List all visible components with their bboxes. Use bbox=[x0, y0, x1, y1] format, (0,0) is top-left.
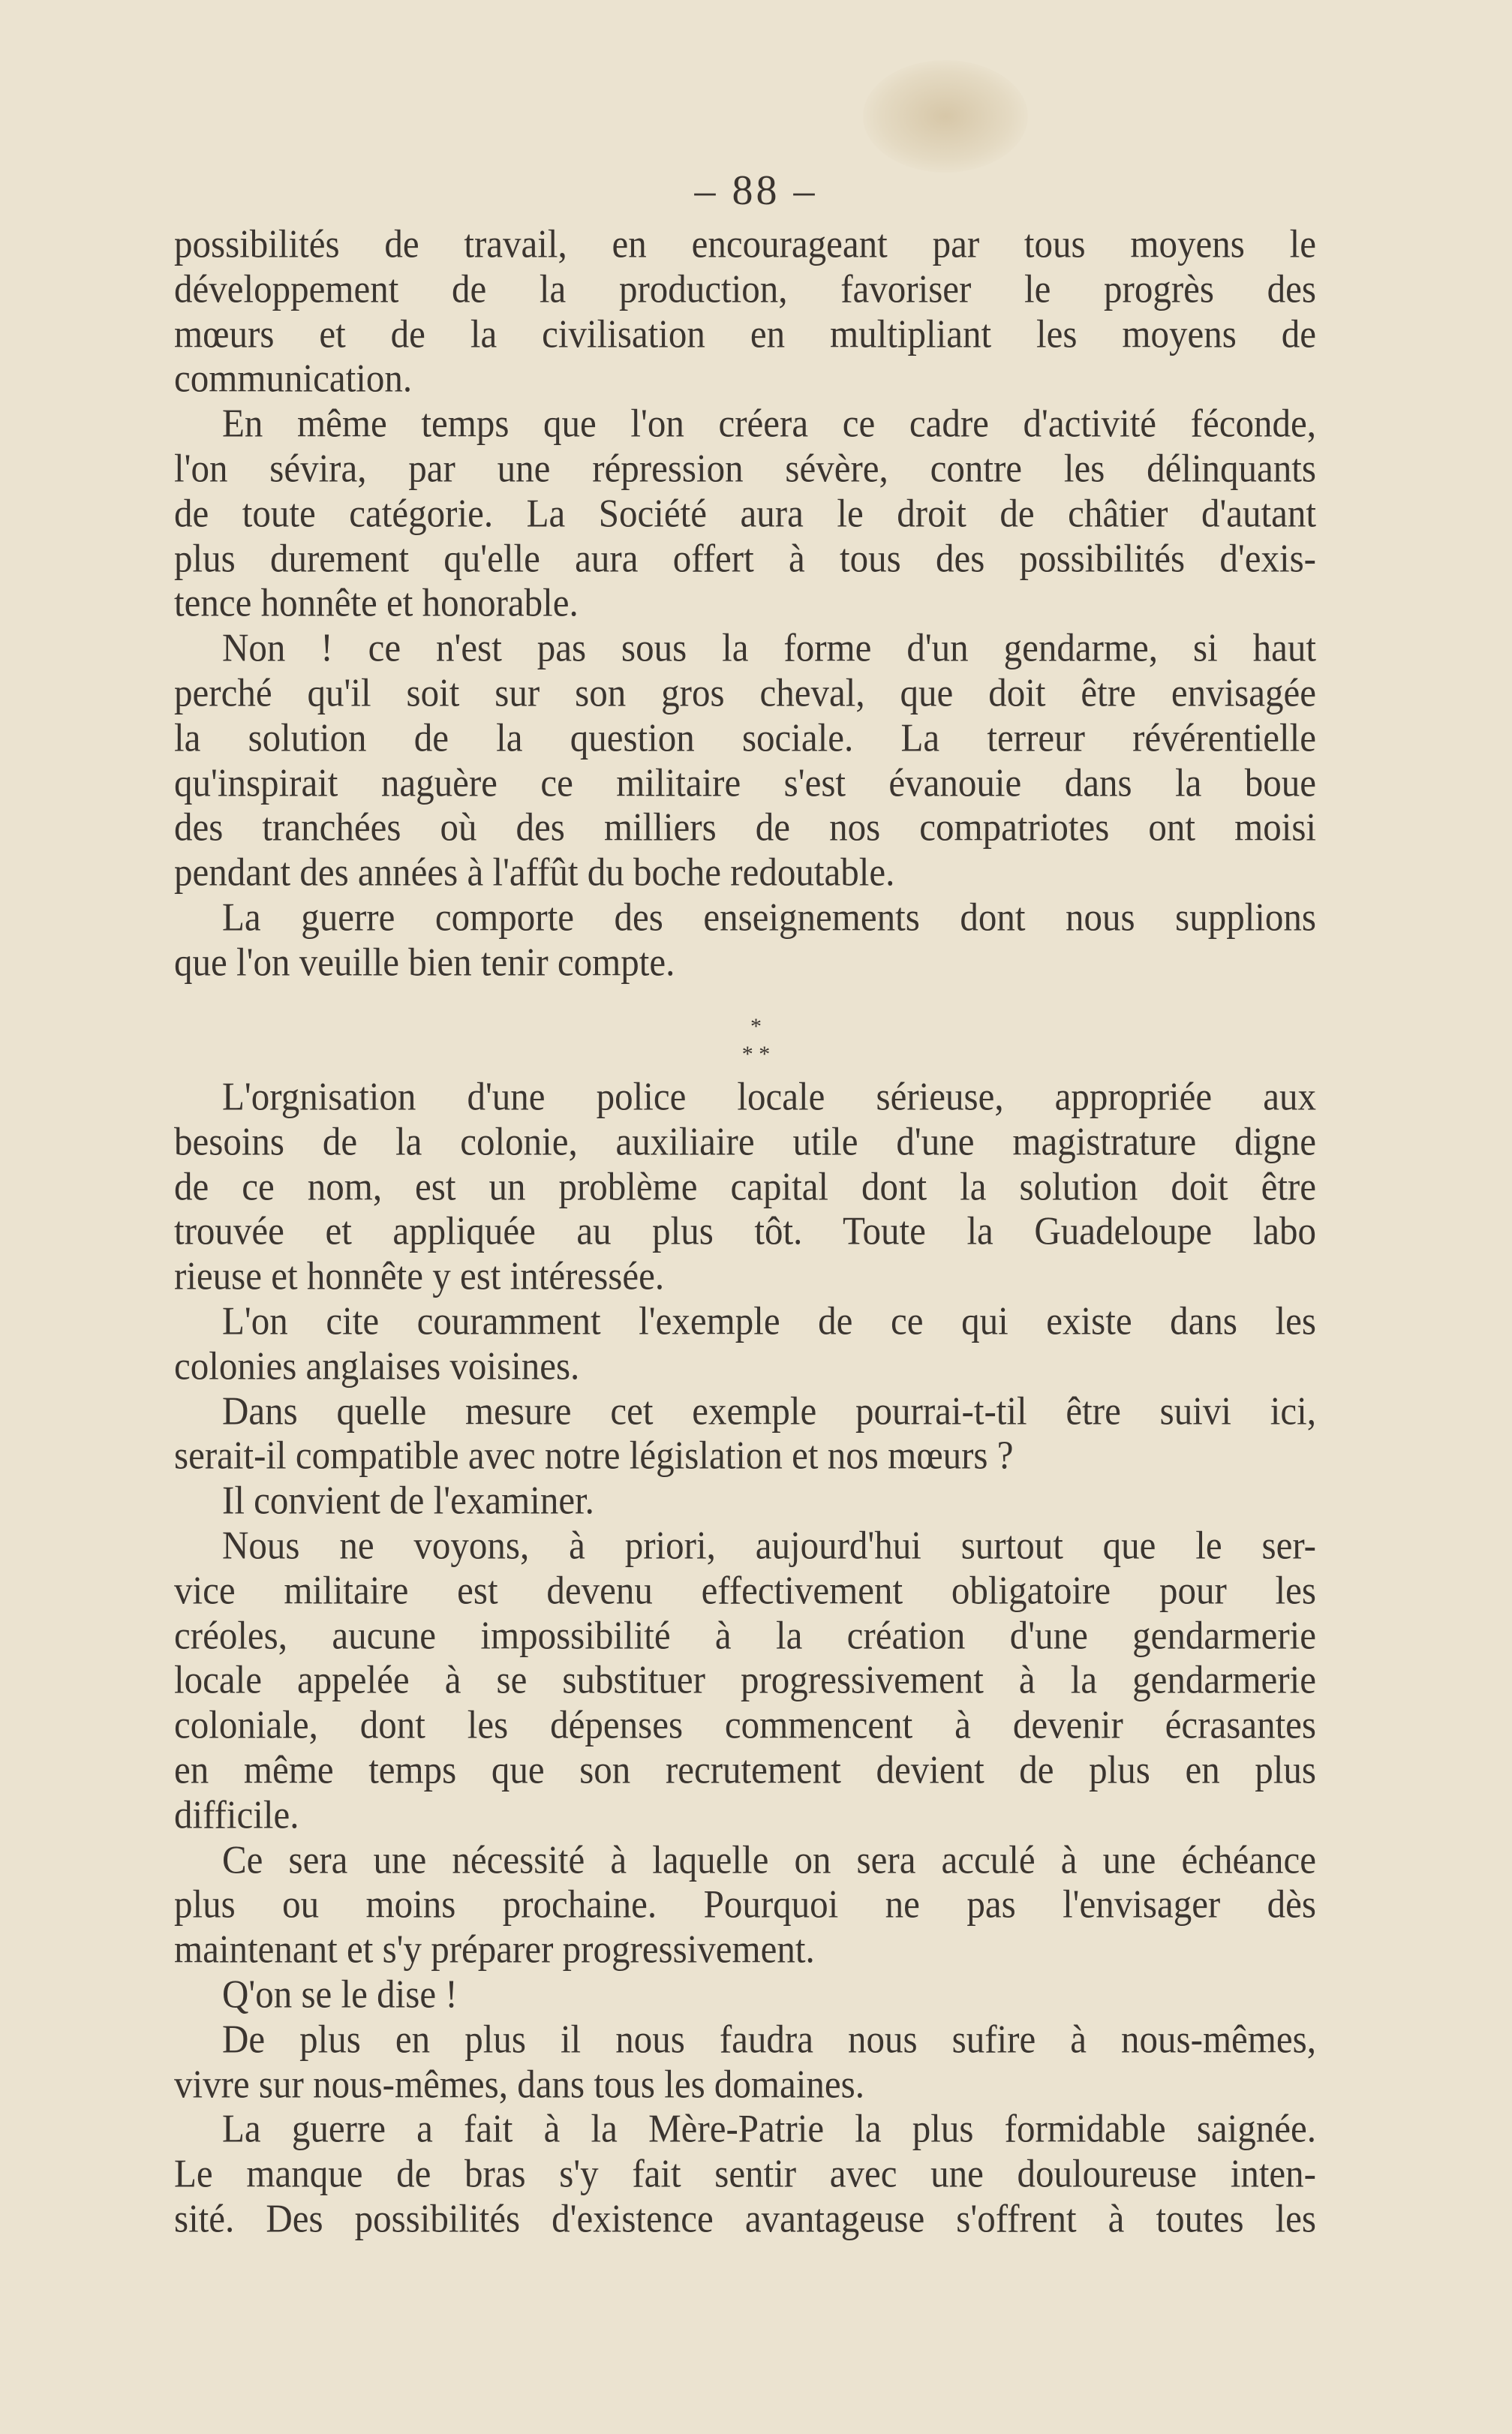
text-line: Q'on se le dise ! bbox=[222, 1971, 458, 2017]
text-line: créoles, aucune impossibilité à la création d'une gendarmerie bbox=[174, 1612, 1316, 1657]
text-line: trouvée et appliquée au plus tôt. Toute la Guadeloupe labo bbox=[174, 1208, 1316, 1253]
paragraph bbox=[174, 1074, 1316, 1298]
text-line: plus durement qu'elle aura offert à tous des possibilités d'exis- bbox=[174, 535, 1316, 580]
paragraph bbox=[174, 401, 1316, 625]
asterism-bottom: * * bbox=[741, 1042, 771, 1067]
text-line: la solution de la question sociale. La terreur révérentielle bbox=[174, 715, 1316, 760]
paragraph bbox=[174, 1388, 1316, 1479]
text-line: Non ! ce n'est pas sous la forme d'un gendarme, si haut bbox=[222, 624, 1316, 670]
page-number: – 88 – bbox=[694, 167, 818, 214]
paragraph bbox=[174, 221, 1316, 401]
text-section-1 bbox=[174, 221, 1316, 985]
text-line: La guerre comporte des enseignements dont nous supplions bbox=[222, 894, 1316, 940]
text-line: vivre sur nous-mêmes, dans tous les domaines. bbox=[174, 2061, 864, 2106]
text-line: colonies anglaises voisines. bbox=[174, 1343, 580, 1388]
text-line: vice militaire est devenu effectivement obligatoire pour les bbox=[174, 1567, 1316, 1612]
text-line: Ce sera une nécessité à laquelle on sera acculé à une échéance bbox=[222, 1837, 1316, 1882]
text-line: La guerre a fait à la Mère-Patrie la plus formidable saignée. bbox=[222, 2106, 1316, 2151]
text-line: de ce nom, est un problème capital dont la solution doit être bbox=[174, 1163, 1316, 1208]
paragraph bbox=[174, 1972, 1316, 2017]
text-line: plus ou moins prochaine. Pourquoi ne pas l'envisager dès bbox=[174, 1882, 1316, 1927]
text-line: Dans quelle mesure cet exemple pourrai-t-til être suivi ici, bbox=[222, 1388, 1316, 1433]
paragraph bbox=[174, 1478, 1316, 1523]
text-line: De plus en plus il nous faudra nous sufire à nous-mêmes, bbox=[222, 2016, 1316, 2061]
text-line: En même temps que l'on créera ce cadre d'activité féconde, bbox=[222, 400, 1316, 446]
text-line: communication. bbox=[174, 356, 413, 401]
paragraph bbox=[174, 1837, 1316, 1972]
text-line: sité. Des possibilités d'existence avantageuse s'offrent à toutes les bbox=[174, 2195, 1316, 2241]
paragraph bbox=[174, 625, 1316, 895]
text-line: l'on sévira, par une répression sévère, contre les délinquants bbox=[174, 445, 1316, 491]
text-line: locale appelée à se substituer progressivement à la gendarmerie bbox=[174, 1657, 1316, 1702]
text-line: développement de la production, favoriser le progrès des bbox=[174, 266, 1316, 311]
text-line: besoins de la colonie, auxiliaire utile d'une magistrature digne bbox=[174, 1118, 1316, 1163]
paragraph bbox=[174, 1523, 1316, 1837]
paragraph bbox=[174, 895, 1316, 985]
text-line: des tranchées où des milliers de nos compatriotes ont moisi bbox=[174, 805, 1316, 850]
text-line: L'orgnisation d'une police locale sérieuse, appropriée aux bbox=[222, 1073, 1316, 1119]
text-line: qu'inspirait naguère ce militaire s'est évanouie dans la boue bbox=[174, 760, 1316, 805]
text-line: Nous ne voyons, à priori, aujourd'hui surtout que le ser- bbox=[222, 1522, 1316, 1568]
text-line: Il convient de l'examiner. bbox=[222, 1477, 594, 1523]
text-line: Le manque de bras s'y fait sentir avec une douloureuse inten- bbox=[174, 2150, 1316, 2196]
text-line: difficile. bbox=[174, 1792, 299, 1837]
asterism-top: * bbox=[750, 1014, 762, 1039]
text-line: L'on cite couramment l'exemple de ce qui existe dans les bbox=[222, 1298, 1316, 1343]
text-line: mœurs et de la civilisation en multipliant les moyens de bbox=[174, 311, 1316, 356]
paragraph bbox=[174, 2106, 1316, 2240]
text-line: tence honnête et honorable. bbox=[174, 580, 579, 625]
paragraph bbox=[174, 2017, 1316, 2107]
text-section-2 bbox=[174, 1074, 1316, 2241]
paragraph bbox=[174, 1298, 1316, 1388]
paper-stain bbox=[863, 60, 1028, 173]
text-line: coloniale, dont les dépenses commencent à devenir écrasantes bbox=[174, 1701, 1316, 1747]
text-line: serait-il compatible avec notre législation et nos mœurs ? bbox=[174, 1433, 1014, 1478]
text-line: en même temps que son recrutement devient de plus en plus bbox=[174, 1747, 1316, 1792]
text-line: que l'on veuille bien tenir compte. bbox=[174, 939, 675, 984]
text-line: de toute catégorie. La Société aura le droit de châtier d'autant bbox=[174, 490, 1316, 535]
text-line: maintenant et s'y préparer progressivement. bbox=[174, 1926, 815, 1972]
text-line: perché qu'il soit sur son gros cheval, que doit être envisagée bbox=[174, 669, 1316, 715]
text-line: rieuse et honnête y est intéressée. bbox=[174, 1253, 665, 1298]
text-line: possibilités de travail, en encourageant par tous moyens le bbox=[174, 221, 1316, 266]
text-line: pendant des années à l'affût du boche redoutable. bbox=[174, 849, 895, 895]
